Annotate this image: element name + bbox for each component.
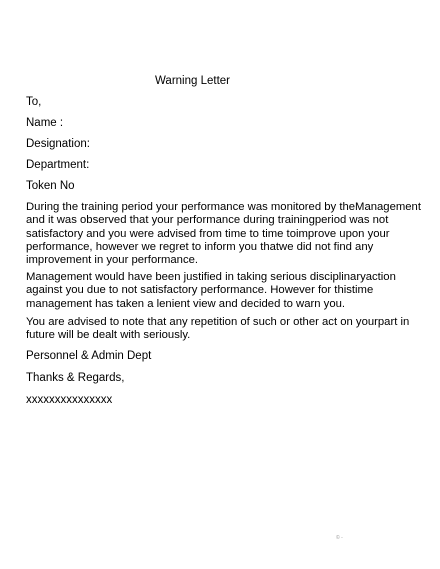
- regards-line: Thanks & Regards,: [26, 372, 125, 384]
- letter-title: Warning Letter: [155, 75, 230, 87]
- paragraph-line: and it was observed that your performance during trainingperiod was not: [26, 214, 389, 227]
- paragraph-line: satisfactory and you were advised from time to time toimprove upon your: [26, 227, 390, 240]
- paragraph-line: Management would have been justified in taking serious disciplinaryaction: [26, 271, 396, 283]
- paragraph-line: future will be dealt with seriously.: [26, 329, 191, 342]
- paragraph-performance: [26, 201, 421, 267]
- paragraph-line: performance, however we regret to inform you thatwe did not find any: [26, 240, 374, 253]
- footer-mark: © -: [336, 535, 343, 541]
- department-field: Department:: [26, 159, 90, 171]
- paragraph-line: You are advised to note that any repetition of such or other act on yourpart in: [26, 316, 410, 328]
- name-field: Name :: [26, 117, 64, 129]
- signature-line: xxxxxxxxxxxxxxx: [26, 394, 113, 406]
- paragraph-management: [26, 271, 408, 311]
- dept-line: Personnel & Admin Dept: [26, 350, 152, 362]
- paragraph-line: During the training period your performance was monitored by theManagement: [26, 201, 421, 213]
- designation-field: Designation:: [26, 138, 90, 150]
- paragraph-line: improvement in your performance.: [26, 254, 199, 267]
- paragraph-line: management has taken a lenient view and decided to warn you.: [26, 297, 346, 310]
- token-field: Token No: [26, 180, 75, 192]
- paragraph-advice: [26, 316, 408, 343]
- to-line: To,: [26, 96, 42, 108]
- paragraph-line: against you due to not satisfactory performance. However for thistime: [26, 284, 374, 297]
